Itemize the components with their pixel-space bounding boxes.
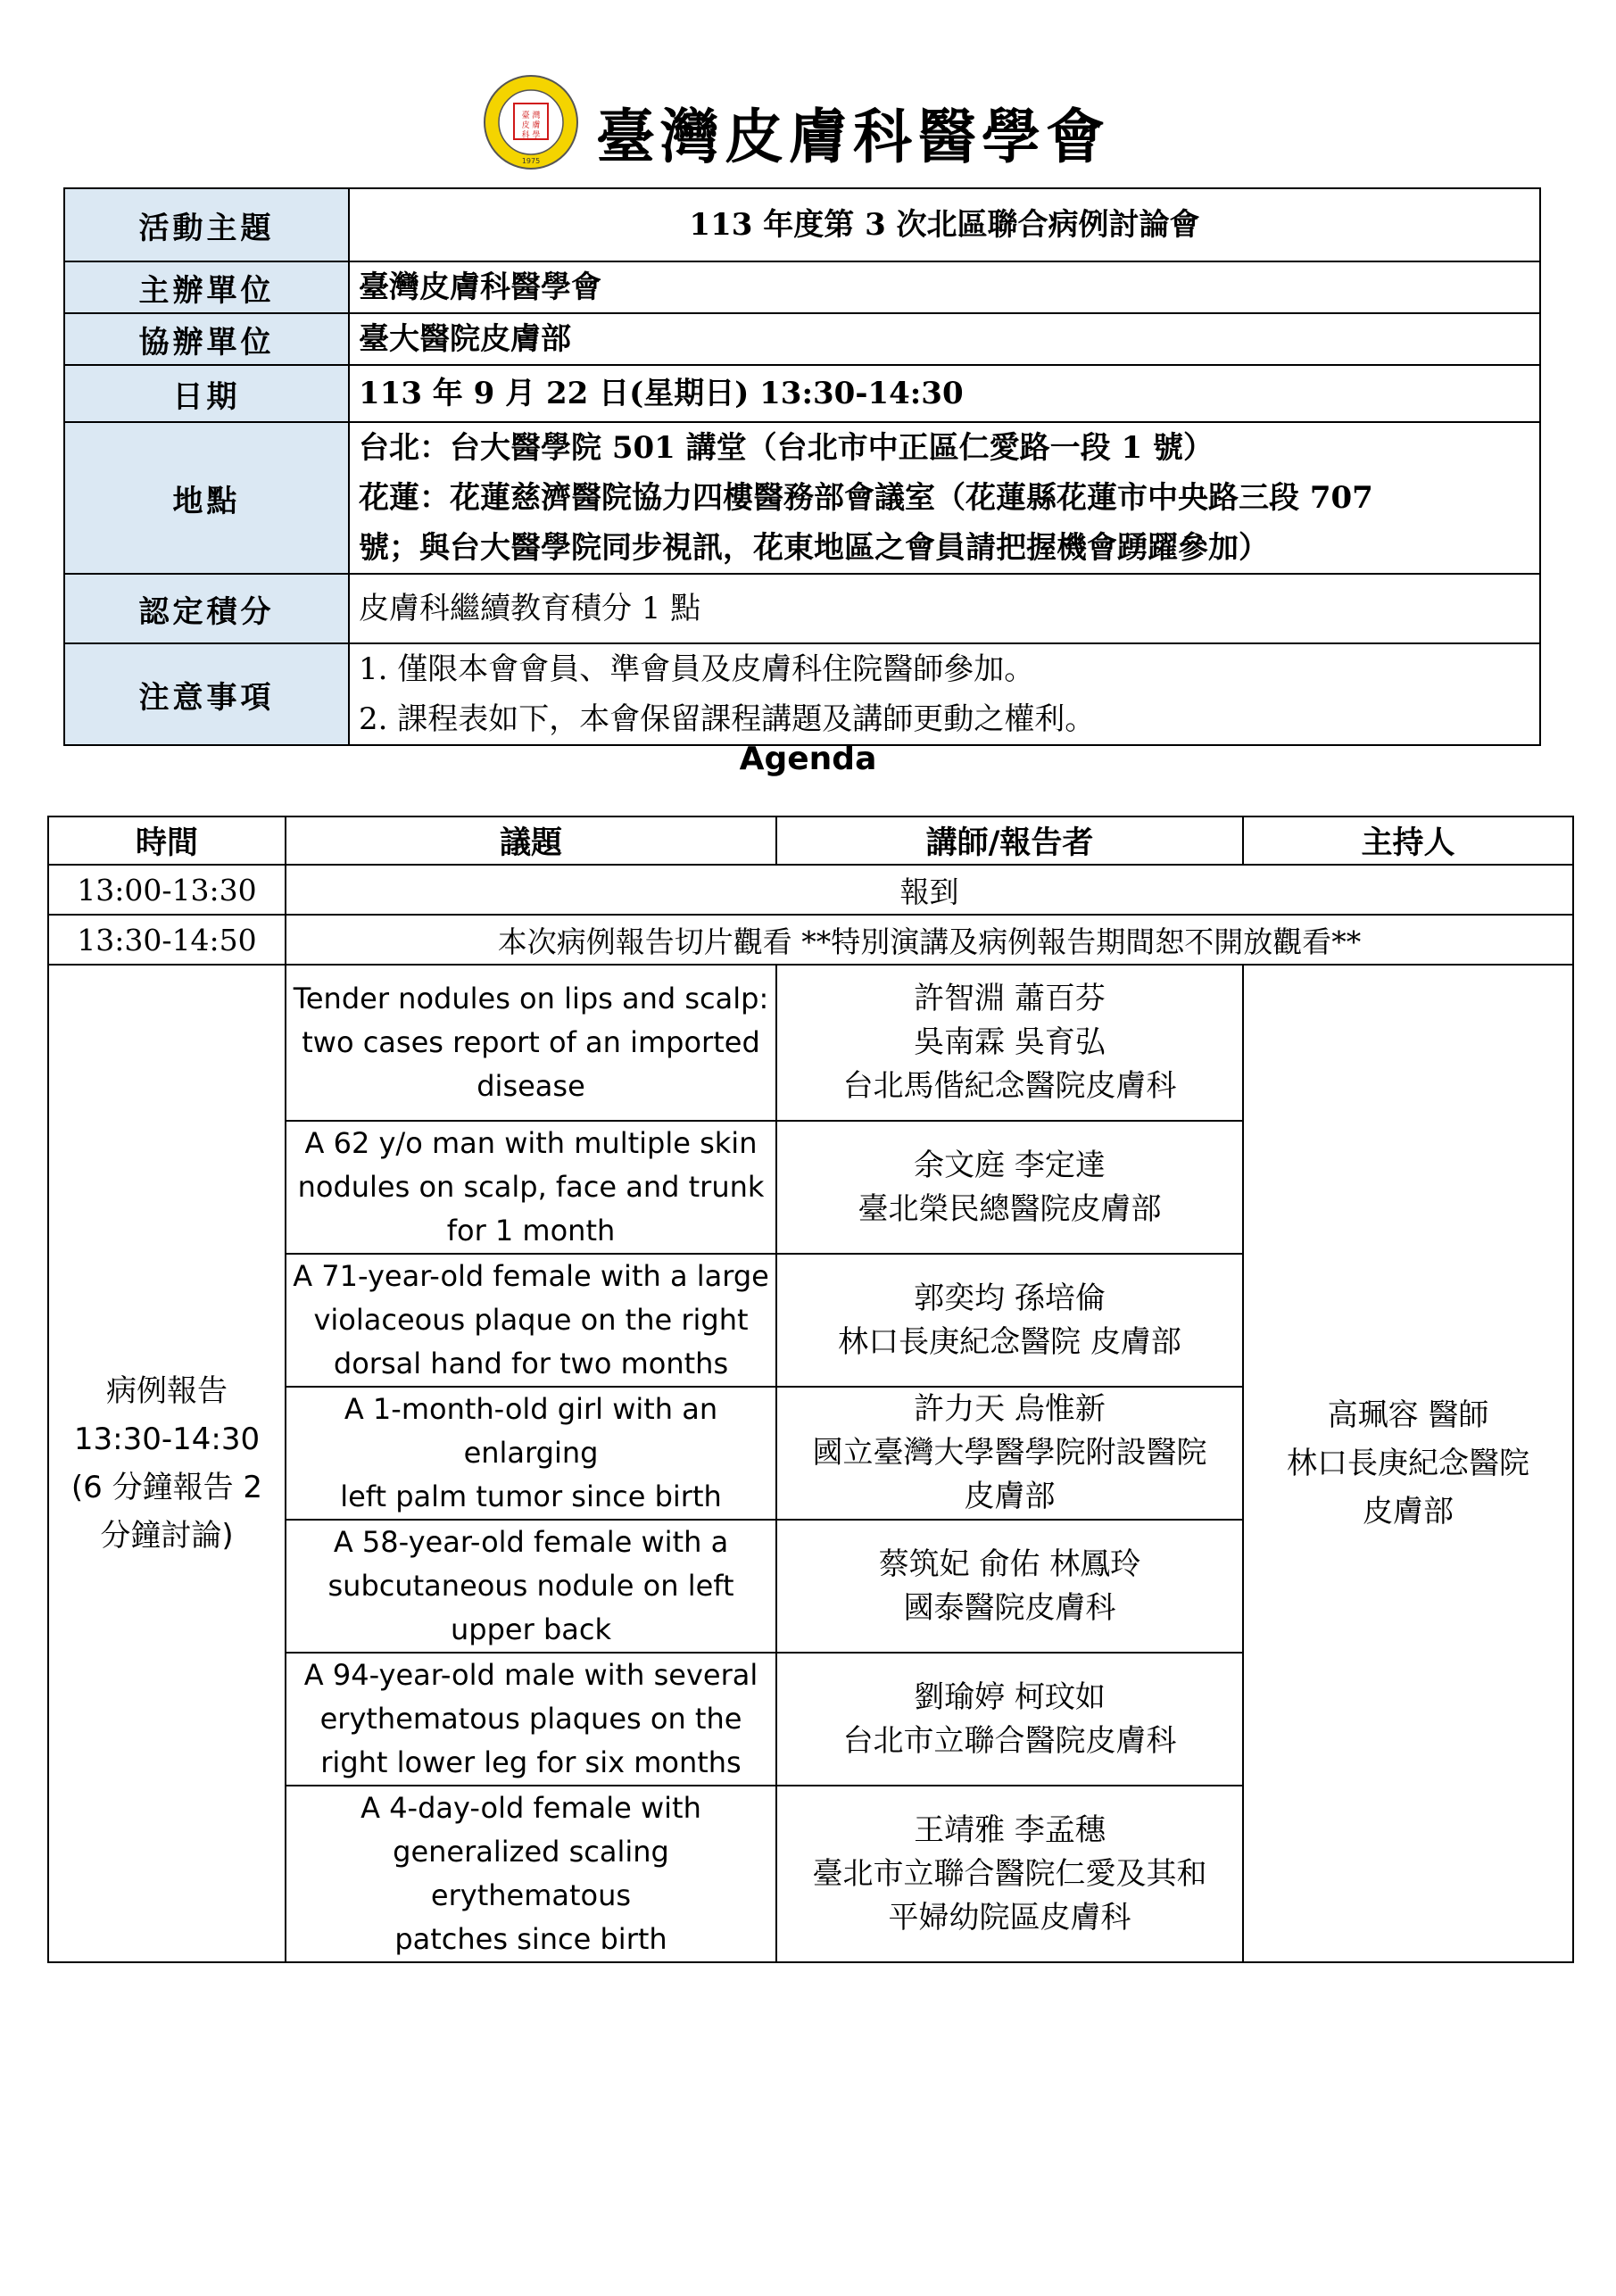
topic-line: dorsal hand for two months	[333, 1347, 729, 1380]
location-line: 花蓮：花蓮慈濟醫院協力四樓醫務部會議室（花蓮縣花蓮市中央路三段 707	[359, 480, 1373, 516]
speaker-line: 王靖雅 李孟穗	[914, 1811, 1106, 1848]
row-time: 13:00-13:30	[48, 865, 286, 915]
topic-line: A 94-year-old male with several	[303, 1658, 758, 1692]
header-speaker: 講師/報告者	[776, 816, 1243, 865]
speaker-line: 台北市立聯合醫院皮膚科	[842, 1722, 1177, 1759]
theme-value: 113 年度第 3 次北區聯合病例討論會	[349, 188, 1540, 261]
case-speakers	[776, 1786, 1243, 1962]
session-line: 分鐘討論)	[100, 1518, 234, 1554]
case-speakers	[776, 1121, 1243, 1254]
topic-line: A 1-month-old girl with an	[344, 1392, 718, 1426]
moderator-line: 皮膚部	[1363, 1494, 1454, 1529]
topic-line: left palm tumor since birth	[340, 1480, 722, 1513]
location-label: 地點	[64, 422, 349, 574]
session-cell	[48, 965, 286, 1962]
speaker-line: 林口長庚紀念醫院 皮膚部	[838, 1323, 1181, 1360]
svg-text:科 學: 科 學	[521, 131, 541, 140]
topic-line: for 1 month	[446, 1214, 616, 1247]
co-host-label: 協辦單位	[64, 313, 349, 365]
topic-line: A 4-day-old female with	[360, 1791, 701, 1825]
case-topic	[286, 1121, 776, 1254]
speaker-line: 劉瑜婷 柯玟如	[914, 1678, 1106, 1715]
host-value: 臺灣皮膚科醫學會	[349, 261, 1540, 313]
theme-label: 活動主題	[64, 188, 349, 261]
header-topic: 議題	[286, 816, 776, 865]
topic-line: A 62 y/o man with multiple skin	[304, 1126, 758, 1160]
speaker-line: 平婦幼院區皮膚科	[888, 1899, 1131, 1935]
case-topic	[286, 1786, 776, 1962]
speaker-line: 國泰醫院皮膚科	[903, 1589, 1116, 1626]
notes-label: 注意事項	[64, 643, 349, 745]
speaker-line: 臺北榮民總醫院皮膚部	[858, 1190, 1162, 1227]
topic-line: Tender nodules on lips and scalp:	[293, 982, 769, 1015]
speaker-line: 郭奕均 孫培倫	[914, 1280, 1106, 1316]
topic-line: generalized scaling erythematous	[393, 1835, 669, 1912]
topic-line: A 58-year-old female with a	[333, 1525, 729, 1559]
date-label: 日期	[64, 365, 349, 422]
speaker-line: 台北馬偕紀念醫院皮膚科	[842, 1068, 1177, 1104]
notes-value	[349, 643, 1540, 745]
case-speakers	[776, 965, 1243, 1121]
row-text: 報到	[286, 865, 1573, 915]
case-topic	[286, 965, 776, 1121]
topic-line: enlarging	[463, 1436, 599, 1470]
session-line: (6 分鐘報告 2	[70, 1470, 263, 1505]
speaker-line: 臺北市立聯合醫院仁愛及其和	[812, 1855, 1207, 1892]
host-label: 主辦單位	[64, 261, 349, 313]
header-moderator: 主持人	[1243, 816, 1573, 865]
moderator-cell	[1243, 965, 1573, 1962]
topic-line: violaceous plaque on the right	[313, 1303, 749, 1337]
moderator-line: 林口長庚紀念醫院	[1287, 1446, 1529, 1481]
speaker-line: 皮膚部	[964, 1479, 1056, 1514]
case-topic	[286, 1653, 776, 1786]
speaker-line: 許智淵 蕭百芬	[914, 981, 1106, 1016]
credits-label: 認定積分	[64, 574, 349, 643]
note-item: 1. 僅限本會會員、準會員及皮膚科住院醫師參加。	[359, 651, 1035, 687]
agenda-title: Agenda	[739, 741, 877, 777]
speaker-line: 許力天 烏惟新	[914, 1391, 1106, 1427]
topic-line: right lower leg for six months	[320, 1745, 742, 1779]
topic-line: disease	[477, 1069, 585, 1103]
case-topic	[286, 1520, 776, 1653]
topic-line: subcutaneous nodule on left	[327, 1569, 734, 1603]
note-item: 2. 課程表如下，本會保留課程講題及講師更動之權利。	[359, 701, 1096, 737]
case-speakers	[776, 1254, 1243, 1387]
topic-line: two cases report of an imported	[302, 1025, 760, 1059]
header-time: 時間	[48, 816, 286, 865]
speaker-line: 國立臺灣大學醫學院附設醫院	[812, 1435, 1207, 1471]
topic-line: A 71-year-old female with a large	[293, 1259, 769, 1293]
case-speakers	[776, 1387, 1243, 1520]
association-logo	[482, 73, 580, 171]
event-info-table	[63, 187, 1541, 746]
speaker-line: 蔡筑妃 俞佑 林鳳玲	[878, 1546, 1141, 1582]
case-speakers	[776, 1653, 1243, 1786]
topic-line: nodules on scalp, face and trunk	[297, 1170, 765, 1204]
co-host-value: 臺大醫院皮膚部	[349, 313, 1540, 365]
row-time: 13:30-14:50	[48, 915, 286, 965]
credits-value: 皮膚科繼續教育積分 1 點	[349, 574, 1540, 643]
case-topic	[286, 1387, 776, 1520]
topic-line: upper back	[451, 1612, 611, 1646]
session-line: 13:30-14:30	[73, 1422, 261, 1457]
topic-line: patches since birth	[394, 1922, 667, 1956]
case-topic	[286, 1254, 776, 1387]
location-value	[349, 422, 1540, 574]
topic-line: erythematous plaques on the	[319, 1702, 742, 1736]
svg-text:皮 膚: 皮 膚	[521, 121, 541, 130]
case-speakers	[776, 1520, 1243, 1653]
speaker-line: 吳南霖 吳育弘	[914, 1024, 1106, 1060]
org-title: 臺灣皮膚科醫學會	[596, 102, 1110, 171]
location-line: 號；與台大醫學院同步視訊，花東地區之會員請把握機會踴躍參加）	[359, 530, 1269, 566]
row-text: 本次病例報告切片觀看 **特別演講及病例報告期間恕不開放觀看**	[286, 915, 1573, 965]
moderator-line: 高珮容 醫師	[1327, 1397, 1489, 1433]
svg-text:臺 灣: 臺 灣	[521, 112, 541, 120]
location-line: 台北：台大醫學院 501 講堂（台北市中正區仁愛路一段 1 號）	[359, 430, 1214, 466]
agenda-table	[47, 816, 1574, 1963]
speaker-line: 余文庭 李定達	[914, 1147, 1106, 1183]
date-value: 113 年 9 月 22 日(星期日) 13:30-14:30	[349, 365, 1540, 422]
session-line: 病例報告	[106, 1373, 228, 1409]
svg-text:1975: 1975	[521, 157, 541, 165]
